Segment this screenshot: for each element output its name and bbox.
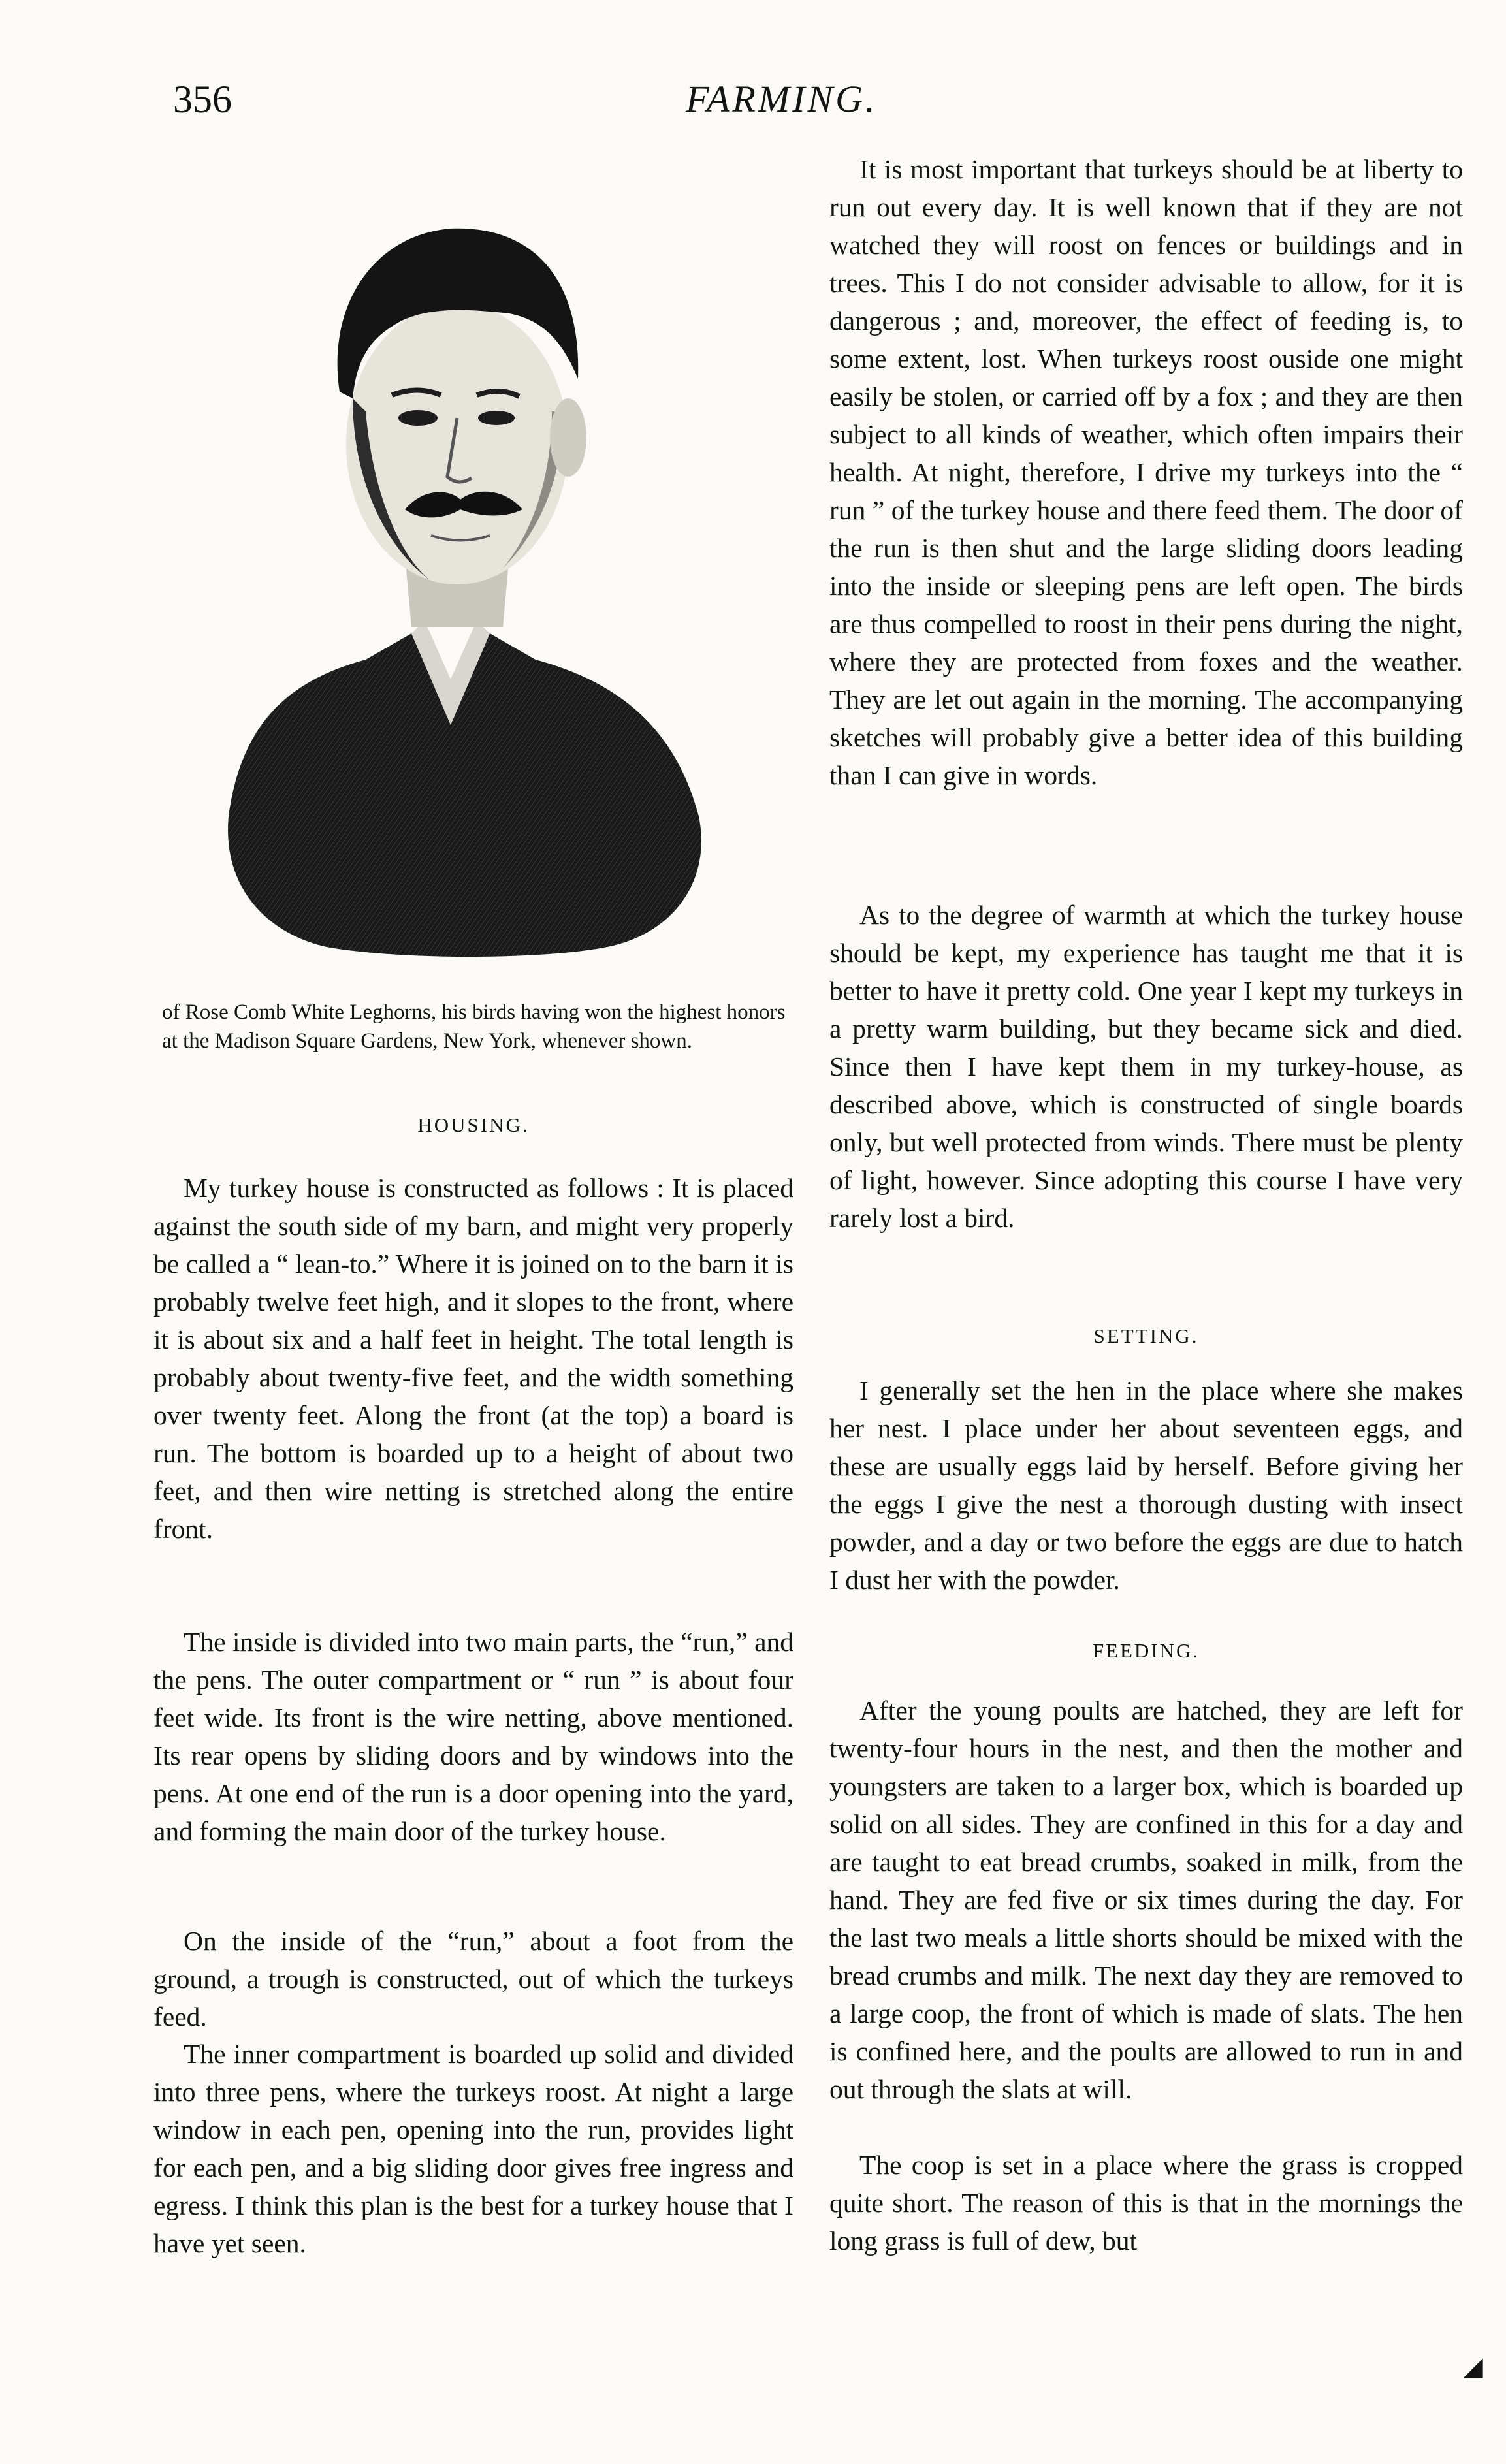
feeding-paragraph: After the young poults are hatched, they are left for twenty-four hours in the nest, and then the mother and youngsters are taken to a larger box, which is boarded up solid on all sides. They are confined in this for a day and are taught to eat bread crumbs, soaked in milk, from the hand. They are fed five or six times during the day. For the last two meals a little shorts should be mixed with the bread crumbs and milk. The next day they are removed to a large coop, the front of which is made of slats. The hen is confined here, and the poults are allowed to run in and out through the slats at will.: [829, 1695, 1463, 2104]
figure-caption: of Rose Comb White Leghorns, his birds having won the highest honors at the Madison Square Gardens, New York, whenever shown.: [162, 1000, 786, 1053]
warmth-paragraph: As to the degree of warmth at which the turkey house should be kept, my experience has taught me that it is better to have it pretty cold. One year I kept my turkeys in a pretty warm building, but they became sick and died. Since then I have kept them in my turkey-house, as described above, which is constructed of single boards only, but well protected from winds. There must be plenty of light, however. Since adopting this course I have very rarely lost a bird.: [829, 900, 1463, 1233]
setting-paragraph: I generally set the hen in the place where she makes her nest. I place under her about seventeen eggs, and these are usually eggs laid by herself. Before giving her the eggs I give the nest a thorough dusting with insect powder, and a day or two before the eggs are due to hatch I dust her with the powder.: [829, 1375, 1463, 1595]
housing-paragraph-4: The inner compartment is boarded up solid and divided into three pens, where the turkeys roost. At night a large window in each pen, opening into the run, provides light for each pen, and a big sliding door gives free ingress and egress. I think this plan is the best for a turkey house that I have yet seen.: [153, 2039, 793, 2258]
running-head: FARMING.: [686, 78, 878, 120]
housing-paragraph-3: On the inside of the “run,” about a foot from the ground, a trough is constructed, out of which the turkeys feed.: [153, 1926, 793, 2032]
heading-housing: HOUSING.: [417, 1113, 530, 1136]
printer-mark: ◢: [1463, 2352, 1483, 2381]
housing-paragraph-2: The inside is divided into two main parts, the “run,” and the pens. The outer compartment or “ run ” is about four feet wide. Its front is the wire netting, above mentioned. Its rear opens by sliding doors and by windows into the pens. At one end of the run is a door opening into the yard, and forming the main door of the turkey house.: [153, 1627, 793, 1846]
housing-paragraph-1: My turkey house is constructed as follows : It is placed against the south side of my barn, and might very properly be called a “ lean-to.” Where it is joined on to the barn it is probably twelve feet high, and it slopes to the front, where it is about six and a half feet in height. The total length is probably about twenty-five feet, and the width something over twenty feet. Along the front (at the top) a board is run. The bottom is boarded up to a height of about two feet, and then wire netting is stretched along the entire front.: [153, 1173, 793, 1544]
liberty-paragraph: It is most important that turkeys should be at liberty to run out every day. It is well known that if they are not watched they will roost on fences or buildings and in trees. This I do not consider advisable to allow, for it is dangerous ; and, moreover, the effect of feeding is, to some extent, lost. When turkeys roost ouside one might easily be stolen, or carried off by a fox ; and they are then subject to all kinds of weather, which often impairs their health. At night, therefore, I drive my turkeys into the “ run ” of the turkey house and there feed them. The door of the run is then shut and the large sliding doors leading into the inside or sleeping pens are left open. The birds are thus compelled to roost in their pens during the night, where they are protected from foxes and the weather. They are let out again in the morning. The accompanying sketches will probably give a better idea of this building than I can give in words.: [829, 154, 1463, 790]
coop-paragraph: The coop is set in a place where the grass is cropped quite short. The reason of this is that in the mornings the long grass is full of dew, but: [829, 2150, 1463, 2256]
page-number: 356: [173, 78, 232, 121]
portrait-of-man: [216, 163, 725, 973]
heading-setting: SETTING.: [1093, 1324, 1199, 1347]
heading-feeding: FEEDING.: [1092, 1639, 1200, 1662]
